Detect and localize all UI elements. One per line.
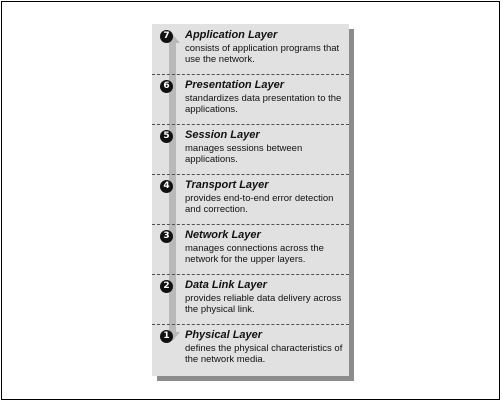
layer-description: provides reliable data delivery across the physical link.	[185, 293, 342, 315]
layer-divider	[152, 74, 349, 75]
layer-number-badge: 6	[160, 80, 173, 93]
layer-description: consists of application programs that use the network.	[185, 43, 340, 65]
layer-divider	[152, 324, 349, 325]
layer-number-badge: 3	[160, 230, 173, 243]
layer-data-link	[152, 274, 349, 324]
layer-title: Data Link Layer	[185, 279, 267, 291]
layer-presentation	[152, 74, 349, 124]
layer-transport	[152, 174, 349, 224]
layer-title: Transport Layer	[185, 179, 269, 191]
layer-divider	[152, 274, 349, 275]
layer-divider	[152, 224, 349, 225]
layer-physical	[152, 324, 349, 376]
layer-number-badge: 2	[160, 280, 173, 293]
layer-title: Application Layer	[185, 29, 278, 41]
layer-number-badge: 1	[160, 330, 173, 343]
layer-title: Session Layer	[185, 129, 260, 141]
layer-description: provides end-to-end error detection and correction.	[185, 193, 334, 215]
layer-divider	[152, 124, 349, 125]
layer-description: manages connections across the network for the upper layers.	[185, 243, 324, 265]
layer-title: Physical Layer	[185, 329, 263, 341]
layer-network	[152, 224, 349, 274]
layer-description: defines the physical characteristics of the network media.	[185, 343, 343, 365]
layer-number-badge: 7	[160, 30, 173, 43]
layer-description: manages sessions between applications.	[185, 143, 303, 165]
layer-title: Presentation Layer	[185, 79, 285, 91]
layer-application	[152, 24, 349, 74]
layer-number-badge: 5	[160, 130, 173, 143]
layer-divider	[152, 174, 349, 175]
layer-title: Network Layer	[185, 229, 261, 241]
layer-number-badge: 4	[160, 180, 173, 193]
osi-layer-stack	[152, 24, 349, 376]
layer-session	[152, 124, 349, 174]
layer-description: standardizes data presentation to the applications.	[185, 93, 342, 115]
